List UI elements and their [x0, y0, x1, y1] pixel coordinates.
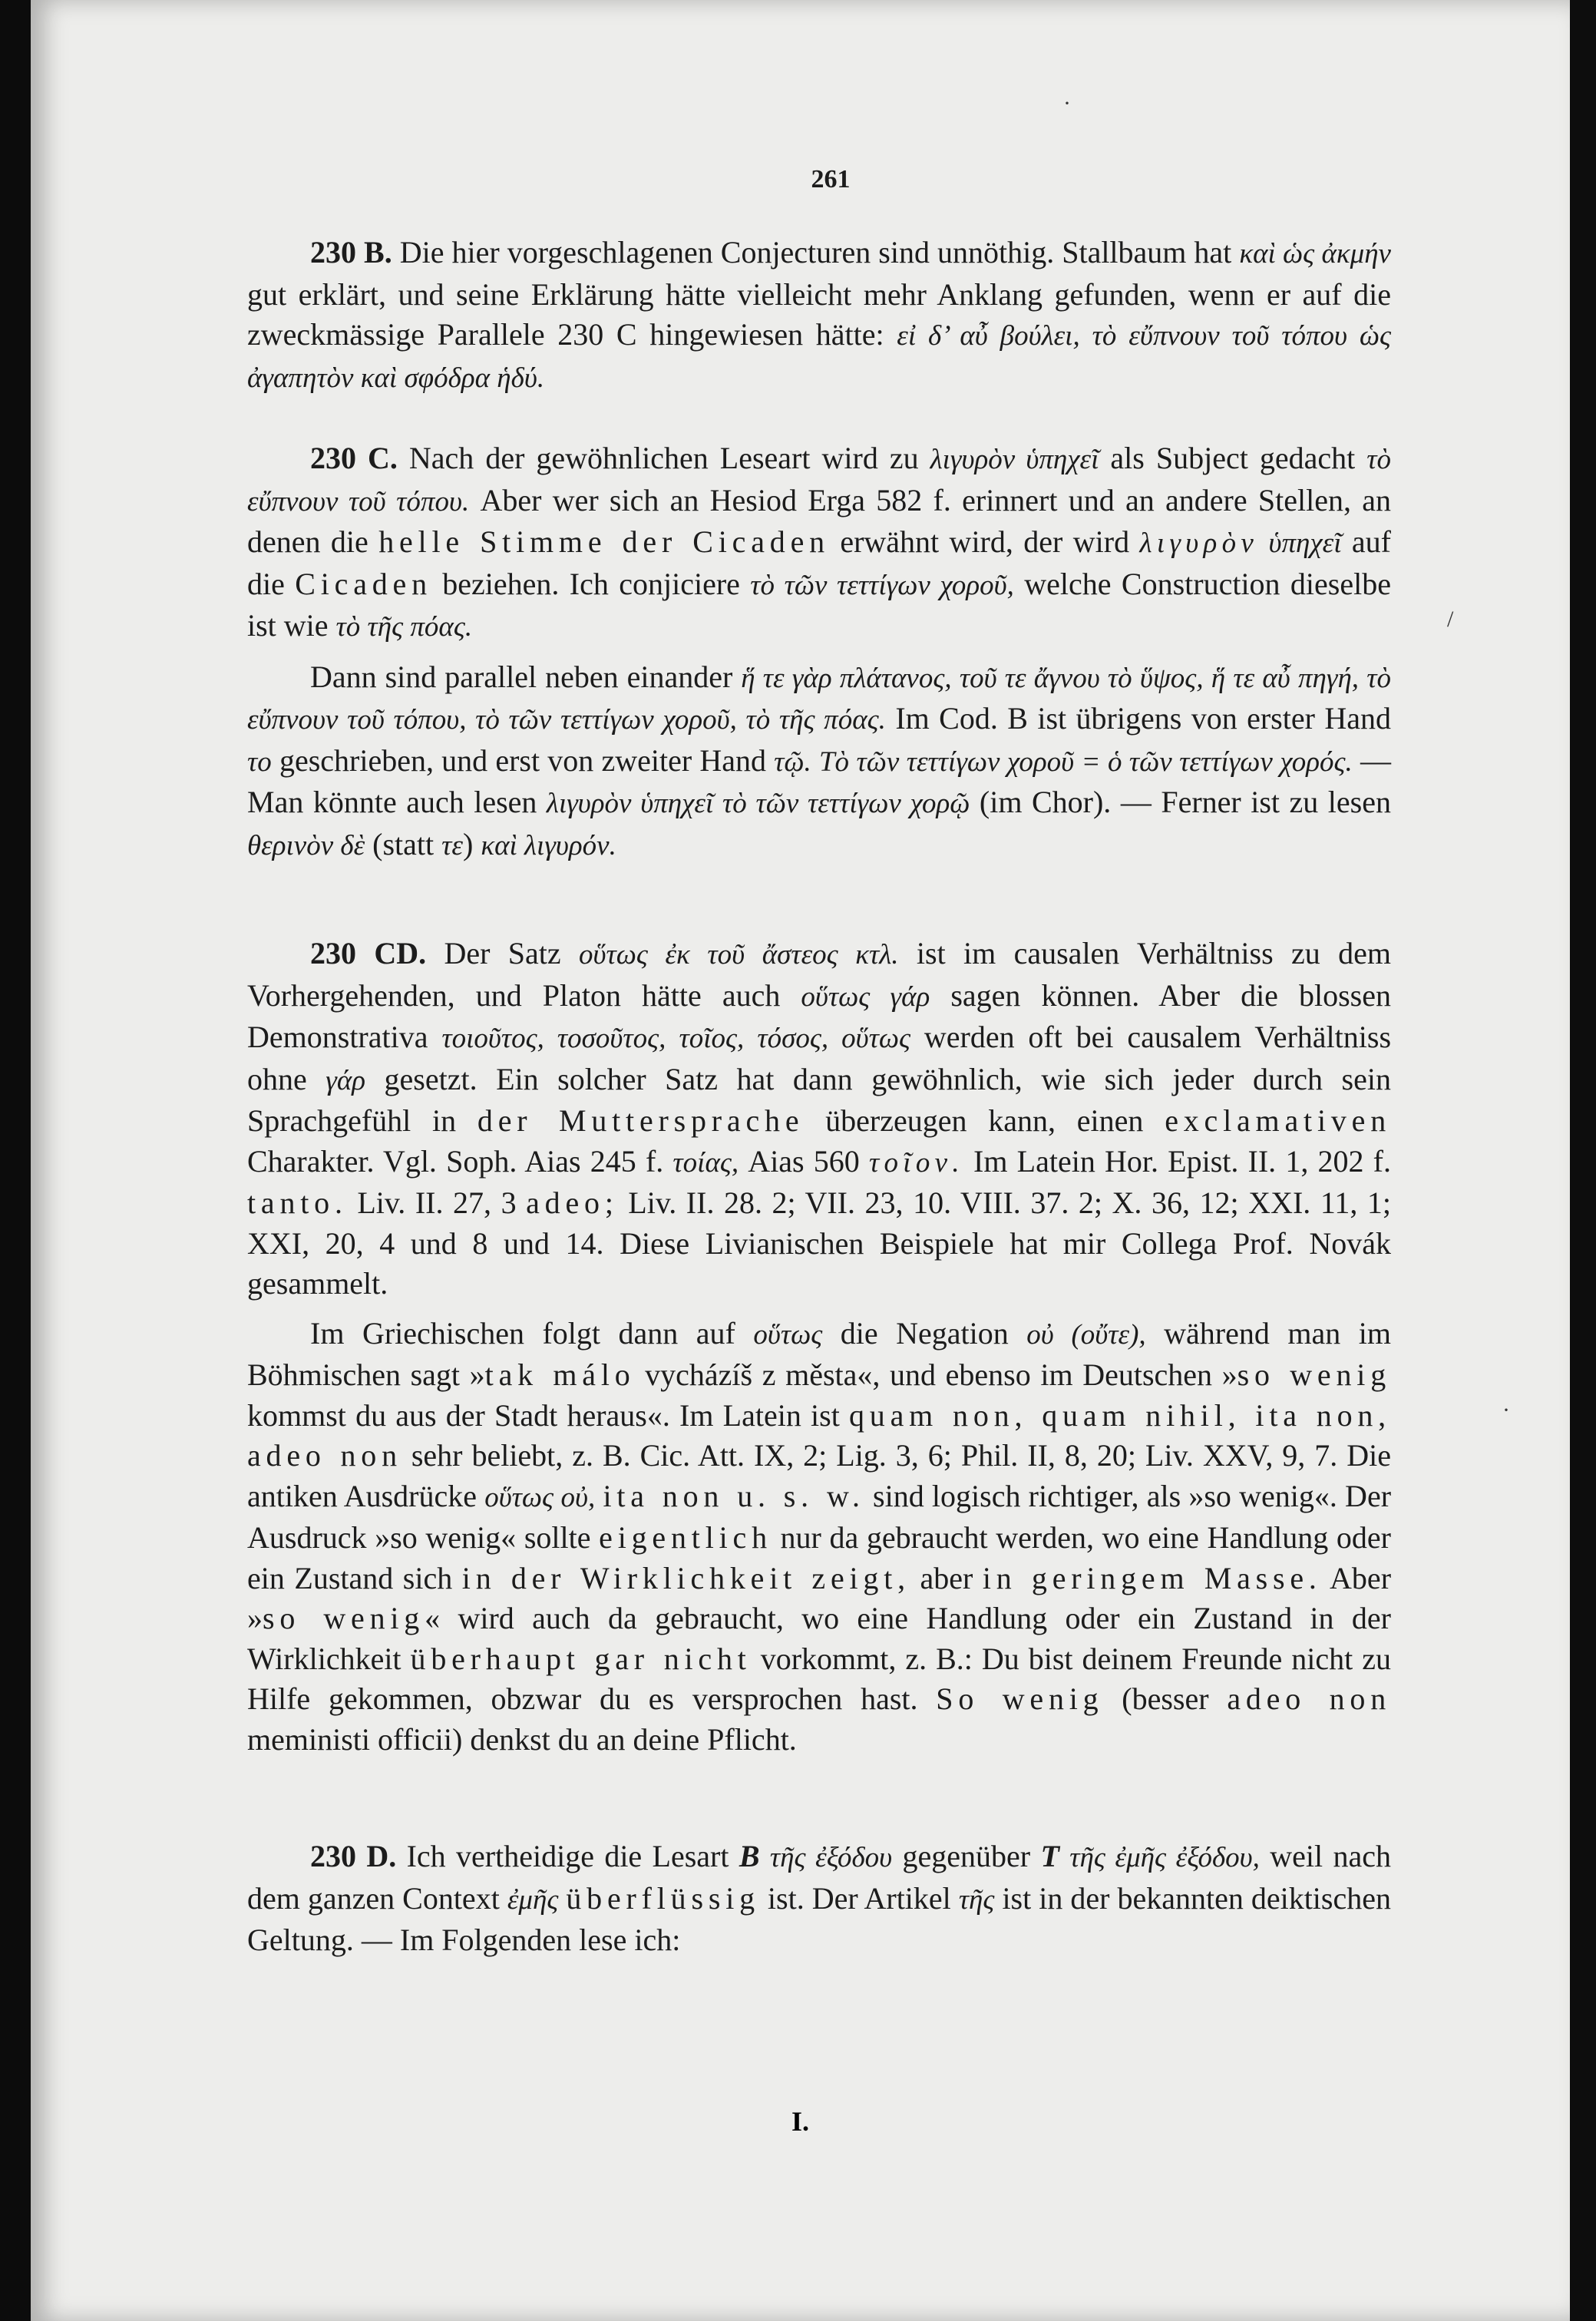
greek-quote: τῆς ἐξόδου: [769, 1842, 893, 1873]
greek-quote: τῆς: [958, 1883, 995, 1916]
spaced-emphasis: überhaupt gar nicht: [410, 1641, 752, 1676]
text-run: ist in der bekannten deiktischen Geltung. — Im Folgenden lese ich:: [247, 1880, 1391, 1957]
paragraph: [247, 934, 1391, 1304]
text-run: — Man könnte auch lesen: [247, 742, 1391, 819]
text-run: gesetzt. Ein solcher Satz hat dann gewöhnlich, wie sich jeder durch sein Sprachgefühl in: [247, 1061, 1391, 1138]
text-run: welche Construction dieselbe ist wie: [247, 566, 1391, 643]
speck-mark: ·: [1063, 91, 1071, 116]
spaced-emphasis: der Muttersprache: [477, 1103, 805, 1138]
text-run: Aias 560: [739, 1143, 869, 1179]
page-number: 261: [811, 165, 851, 193]
text-run: Liv. II. 28. 2; VII. 23, 10. VIII. 37. 2; X. 36, 12; XXI. 11, 1; XXI, 20, 4 und 8 und 14. Diese Livianischen Beispiele hat mir Collega Prof. Novák gesammelt.: [247, 1185, 1392, 1301]
text-run: beziehen. Ich conjiciere: [431, 566, 751, 601]
text-run: gut erklärt, und seine Erklärung hätte vielleicht mehr Anklang gefunden, wenn er auf die zweckmässige Parallele 230 C hingewiesen hätte:: [247, 276, 1391, 352]
text-run: sind logisch richtiger, als »so wenig«. Der Ausdruck »so wenig« sollte: [247, 1478, 1392, 1555]
greek-quote: ἐμῆς: [507, 1883, 559, 1916]
text-run: sehr beliebt, z. B. Cic. Att. IX, 2; Lig. 3, 6; Phil. II, 8, 20; Liv. XXV, 9, 7. Die antiken Ausdrücke: [247, 1438, 1391, 1513]
paragraph: [247, 233, 1391, 398]
text-run: überzeugen kann, einen: [804, 1103, 1165, 1138]
text-run: die Negation: [822, 1315, 1027, 1351]
paragraph: [247, 657, 1391, 867]
spaced-emphasis: so wenig: [263, 1601, 425, 1635]
greek-quote: θερινὸν δὲ: [247, 829, 365, 861]
text-run: [811, 743, 819, 778]
manuscript-siglum: T: [1040, 1839, 1059, 1873]
margin-mark: /: [1447, 607, 1454, 632]
text-run: Charakter. Vgl. Soph. Aias 245 f.: [247, 1143, 673, 1179]
text-run: vycházíš z města«, und ebenso im Deutschen »: [635, 1357, 1237, 1392]
section-230d: [247, 1837, 1391, 1961]
text-run: ): [462, 826, 481, 861]
spaced-emphasis: tanto.: [247, 1185, 348, 1220]
text-run: ist. Der Artikel: [759, 1880, 959, 1916]
greek-quote: λιγυρὸν: [1139, 527, 1259, 559]
text-run: [1258, 524, 1268, 559]
text-run: aber: [910, 1560, 983, 1595]
text-run: « wird auch da gebraucht, wo eine Handlung oder ein Zustand in der Wirklichkeit: [247, 1601, 1391, 1676]
text-run: sagen können. Aber die blossen Demonstrativa: [247, 977, 1391, 1054]
spaced-emphasis: quam non, quam nihil, ita non, adeo non: [247, 1397, 1391, 1473]
greek-quote: γάρ: [325, 1064, 366, 1096]
text-run: werden oft bei causalem Verhältniss ohne: [247, 1020, 1392, 1096]
paragraph: [247, 1314, 1391, 1761]
greek-quote: οὕτως γάρ: [801, 980, 930, 1013]
text-run: vorkommt, z. B.: Du bist deinem Freunde nicht zu Hilfe gekommen, obzwar du es versprochen hast.: [247, 1641, 1391, 1716]
spaced-emphasis: So wenig: [936, 1681, 1104, 1716]
greek-quote: λιγυρὸν ὑπηχεῖ: [930, 444, 1099, 475]
greek-quote: ὑπηχεῖ: [1268, 527, 1342, 559]
text-run: Im Latein Hor. Epist. II. 1, 202 f.: [963, 1143, 1391, 1179]
greek-quote: τὸ τῆς πόας.: [335, 611, 473, 643]
text-run: Im Cod. B ist übrigens von erster Hand: [885, 701, 1391, 736]
text-run: auf die: [247, 524, 1391, 601]
greek-quote: οὕτως ἐκ τοῦ ἄστεος κτλ.: [578, 939, 899, 970]
section-label: 230 D.: [310, 1839, 397, 1873]
greek-quote: τοίας,: [672, 1146, 739, 1179]
scan-right-border: [1570, 0, 1596, 2321]
page-content: [247, 165, 1391, 1961]
text-run: nur da gebraucht werden, wo eine Handlung oder ein Zustand sich: [247, 1520, 1391, 1595]
spaced-emphasis: in geringem Masse.: [982, 1560, 1322, 1595]
paragraph: [247, 1837, 1391, 1961]
text-run: ist im causalen Verhältniss zu dem Vorhergehenden, und Platon hätte auch: [247, 936, 1391, 1013]
greek-quote: εἰ δ’ αὖ βούλει, τὸ εὔπνουν τοῦ τόπου ὡς ἀγαπητὸν καὶ σφόδρα ἡδύ.: [247, 320, 1391, 394]
page: [31, 0, 1570, 2321]
text-run: (statt: [365, 826, 442, 861]
scan-left-border: [0, 0, 31, 2321]
spaced-emphasis: Cicaden: [295, 566, 432, 601]
greek-quote: λιγυρὸν ὑπηχεῖ τὸ τῶν τεττίγων χορῷ: [546, 788, 970, 819]
text-run: Die hier vorgeschlagenen Conjecturen sind unnöthig. Stallbaum hat: [392, 235, 1240, 269]
spaced-emphasis: exclamativen: [1165, 1103, 1392, 1138]
text-run: Aber »: [247, 1560, 1392, 1635]
spaced-emphasis: helle Stimme der Cicaden: [378, 524, 830, 559]
greek-quote: καὶ λιγυρόν.: [481, 829, 616, 861]
text-run: kommst du aus der Stadt heraus«. Im Latein ist: [247, 1397, 849, 1433]
text-run: [558, 1881, 566, 1916]
text-run: Nach der gewöhnlichen Leseart wird zu: [397, 441, 930, 475]
margin-speck: ·: [1502, 1397, 1510, 1423]
text-run: [595, 1479, 603, 1513]
text-run: weil nach dem ganzen Context: [247, 1839, 1392, 1916]
greek-quote: οὐ (οὔτε),: [1026, 1318, 1146, 1351]
spaced-emphasis: überflüssig: [566, 1880, 760, 1916]
manuscript-siglum: B: [739, 1839, 760, 1873]
text-run: Dann sind parallel neben einander: [310, 659, 742, 694]
text-run: (besser: [1103, 1681, 1228, 1716]
text-run: gegenüber: [892, 1839, 1041, 1873]
greek-quote: καὶ ὡς ἀκμήν: [1239, 238, 1391, 269]
paragraph: [247, 438, 1391, 648]
text-run: Ich vertheidige die Lesart: [396, 1839, 739, 1873]
text-run: Im Griechischen folgt dann auf: [310, 1315, 754, 1351]
text-run: als Subject gedacht: [1099, 441, 1367, 475]
spaced-emphasis: in der Wirklichkeit zeigt,: [461, 1560, 910, 1595]
greek-quote: τε: [441, 829, 463, 861]
text-run: meministi officii) denkst du an deine Pflicht.: [247, 1721, 797, 1757]
spaced-emphasis: adeo non: [1227, 1681, 1392, 1716]
spaced-emphasis: so wenig: [1237, 1357, 1391, 1392]
spaced-emphasis: adeo;: [526, 1185, 619, 1220]
text-run: Aber wer sich an Hesiod Erga 582 f. erinnert und an andere Stellen, an denen die: [247, 482, 1392, 559]
section-label: 230 CD.: [310, 936, 427, 970]
text-run: während man im Böhmischen sagt »: [247, 1315, 1391, 1392]
signature-mark: I.: [791, 2106, 809, 2137]
section-label: 230 B.: [310, 235, 392, 269]
spaced-emphasis: eigentlich: [599, 1520, 772, 1555]
greek-quote: τὸ τῶν τεττίγων χοροῦ,: [750, 569, 1014, 601]
text-run: [760, 1839, 770, 1873]
section-label: 230 C.: [310, 441, 398, 475]
section-230cd: [247, 934, 1391, 1760]
text-run: Liv. II. 27, 3: [347, 1185, 527, 1220]
text-run: [1059, 1839, 1069, 1873]
greek-quote: τοῖον.: [868, 1146, 964, 1179]
text-run: (im Chor). — Ferner ist zu lesen: [970, 785, 1391, 819]
greek-quote: τῷ.: [774, 746, 811, 778]
greek-quote: οὕτως οὐ,: [484, 1481, 596, 1513]
spaced-emphasis: tak málo: [484, 1357, 636, 1392]
text-run: erwähnt wird, der wird: [829, 524, 1140, 559]
greek-quote: το: [247, 746, 272, 778]
spaced-emphasis: ita non u. s. w.: [603, 1478, 865, 1513]
greek-quote: οὕτως: [753, 1318, 823, 1351]
section-230b: [247, 233, 1391, 398]
greek-quote: τῆς ἐμῆς ἐξόδου,: [1069, 1842, 1260, 1873]
text-run: Der Satz: [426, 936, 579, 970]
section-230c: [247, 438, 1391, 866]
text-run: geschrieben, und erst von zweiter Hand: [271, 742, 775, 778]
greek-quote: τοιοῦτος, τοσοῦτος, τοῖος, τόσος, οὕτως: [441, 1023, 911, 1054]
greek-quote: τὸ εὔπνουν τοῦ τόπου.: [247, 444, 1391, 517]
greek-quote: Τὸ τῶν τεττίγων χοροῦ = ὁ τῶν τεττίγων χορός.: [818, 746, 1353, 778]
greek-quote: ἥ τε γὰρ πλάτανος, τοῦ τε ἄγνου τὸ ὕψος, ἥ τε αὖ πηγή, τὸ εὔπνουν τοῦ τόπου, τὸ τῶν τεττίγων χοροῦ, τὸ τῆς πόας.: [247, 662, 1392, 736]
